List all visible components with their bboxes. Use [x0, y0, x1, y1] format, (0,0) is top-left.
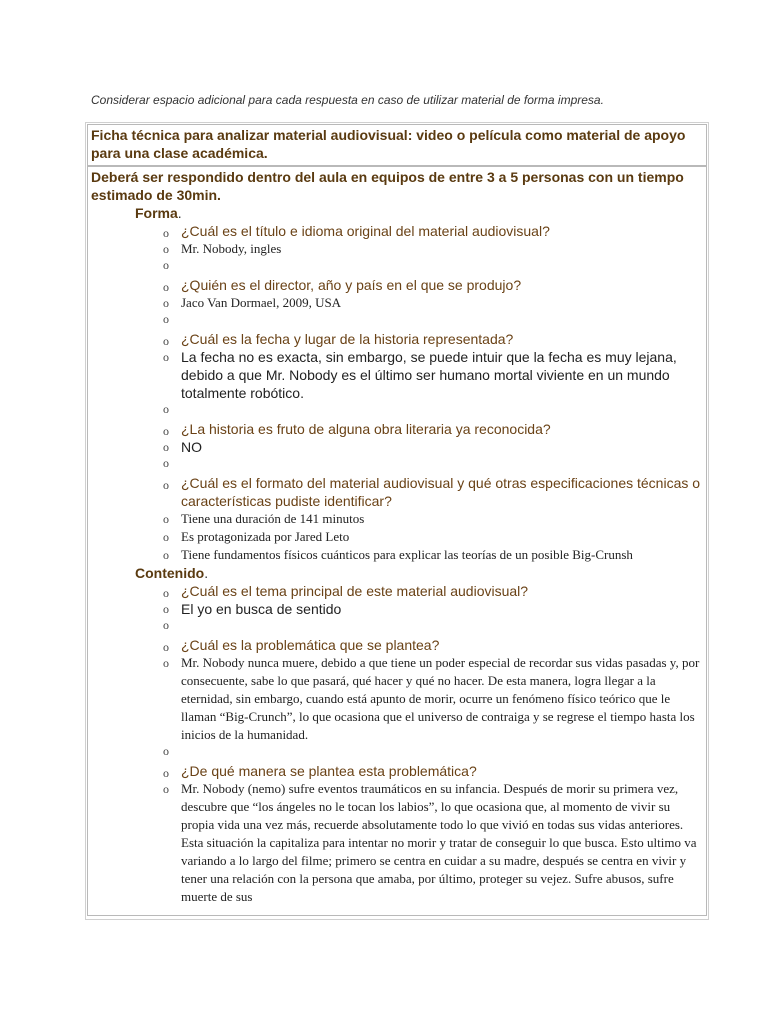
header-cell [87, 124, 707, 166]
list-item: o ¿Cuál es el título e idioma original del material audiovisual? [163, 222, 703, 240]
list-item [163, 312, 703, 330]
section-forma-label: Forma [135, 205, 178, 221]
content-cell [87, 166, 707, 916]
list-item: o NO [163, 438, 703, 456]
list-item: o Mr. Nobody, ingles [163, 240, 703, 258]
forma-list [91, 222, 703, 564]
list-item: o Mr. Nobody nunca muere, debido a que tiene un poder especial de recordar sus vidas pasadas y, por consecuente, sabe lo que pasará, qué hacer y qué no hacer. De esta manera, logra llegar a la eternidad, sin embargo, cuando está apunto de morir, ocurre un fenómeno físico teórico que le llaman “Big-Crunch”, lo que ocasiona que el universo de contraiga y se regrese el tiempo hasta los inicios de la humanidad. [163, 654, 703, 744]
contenido-list [91, 582, 703, 906]
list-item: o ¿Cuál es el formato del material audiovisual y qué otras especificaciones técnicas o características pudiste identificar? [163, 474, 703, 510]
list-item [163, 402, 703, 420]
list-item: o ¿Cuál es la problemática que se plantea? [163, 636, 703, 654]
list-item: o Mr. Nobody (nemo) sufre eventos traumáticos en su infancia. Después de morir su primera vez, descubre que “los ángeles no le tocan los labios”, lo que ocasiona que, al momento de vivir su propia vida una vez más, recuerde absolutamente todo lo que vivió en todas sus vidas anteriores. Esta situación la capitaliza para intentar no morir y tratar de conseguir lo que busca. Esto ultimo va variando a lo largo del filme; primero se centra en cuidar a su madre, después se centra en vivir y tener una relación con la persona que amaba, por último, proteger su vejez. Sufre abusos, sufre muerte de sus [163, 780, 703, 906]
list-item [163, 456, 703, 474]
instructions: Deberá ser respondido dentro del aula en equipos de entre 3 a 5 personas con un tiempo estimado de 30min. [91, 169, 684, 203]
print-note: Considerar espacio adicional para cada respuesta en caso de utilizar material de forma impresa. [91, 93, 604, 107]
list-item: o La fecha no es exacta, sin embargo, se puede intuir que la fecha es muy lejana, debido a que Mr. Nobody es el último ser humano mortal viviente en un mundo totalmente robótico. [163, 348, 703, 402]
section-forma: Forma. [135, 205, 182, 221]
list-item: o ¿Cuál es el tema principal de este material audiovisual? [163, 582, 703, 600]
list-item: o Jaco Van Dormael, 2009, USA [163, 294, 703, 312]
list-item: o ¿La historia es fruto de alguna obra literaria ya reconocida? [163, 420, 703, 438]
list-item: o Tiene una duración de 141 minutos [163, 510, 703, 528]
section-contenido-label: Contenido [135, 565, 205, 581]
list-item: o ¿Cuál es la fecha y lugar de la historia representada? [163, 330, 703, 348]
list-item: o Es protagonizada por Jared Leto [163, 528, 703, 546]
list-item [163, 258, 703, 276]
list-item [163, 744, 703, 762]
list-item: o Tiene fundamentos físicos cuánticos para explicar las teorías de un posible Big-Crunsh [163, 546, 703, 564]
worksheet-title: Ficha técnica para analizar material audiovisual: video o película como material de apoyo para una clase académica. [91, 127, 686, 161]
list-item [163, 618, 703, 636]
list-item: o El yo en busca de sentido [163, 600, 703, 618]
list-item: o ¿Quién es el director, año y país en el que se produjo? [163, 276, 703, 294]
section-contenido: Contenido. [135, 565, 209, 581]
list-item: o ¿De qué manera se plantea esta problemática? [163, 762, 703, 780]
